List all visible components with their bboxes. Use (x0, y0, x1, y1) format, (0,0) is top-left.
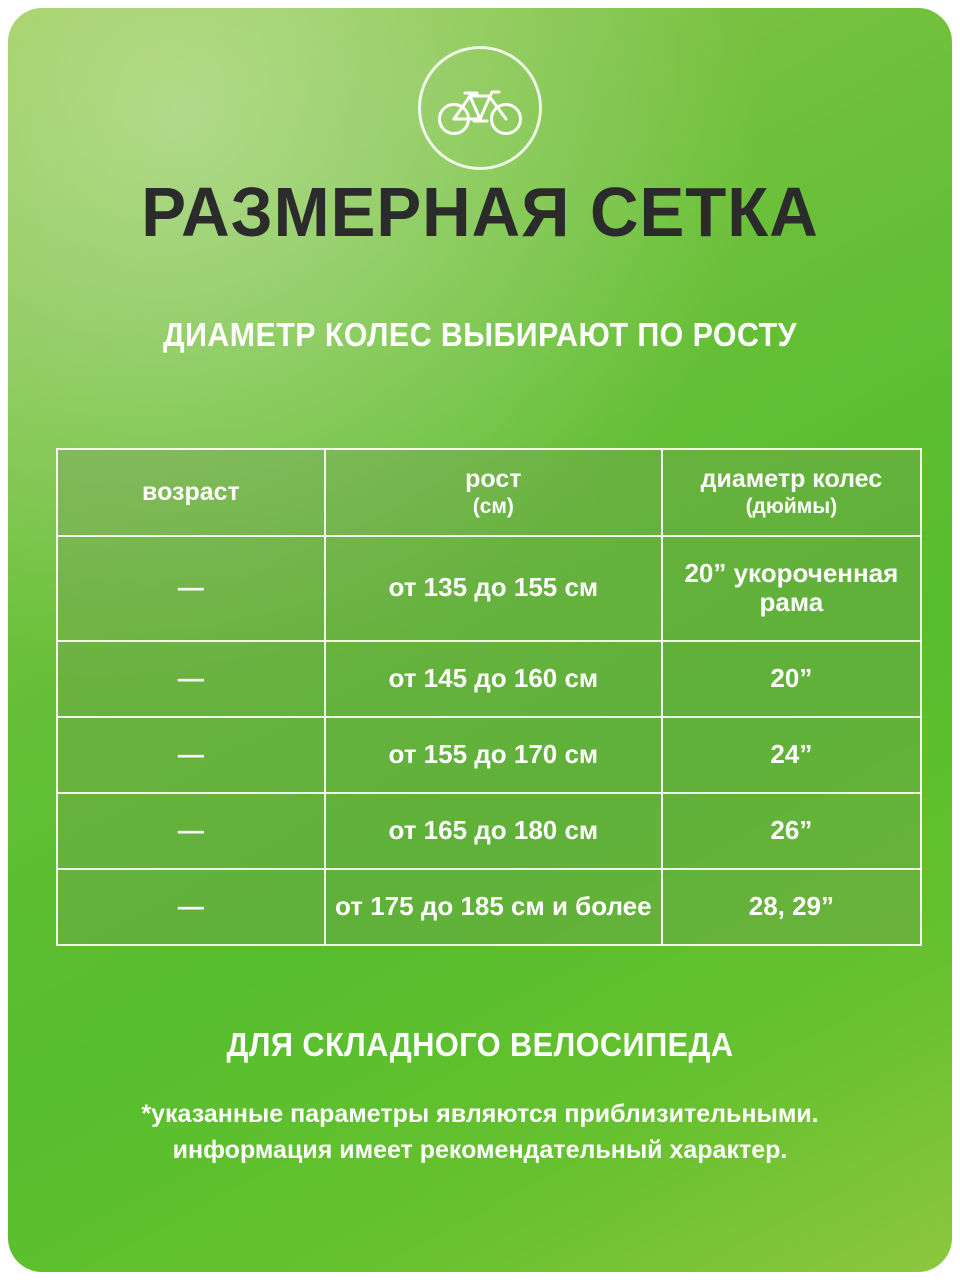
disclaimer-line-1: *указанные параметры являются приблизительными. (141, 1100, 819, 1128)
cell-height: от 175 до 185 см и более (325, 869, 662, 945)
page-title: РАЗМЕРНАЯ СЕТКА (141, 173, 819, 251)
table-row (57, 536, 921, 642)
bicycle-icon (437, 80, 523, 136)
cell-age: — (57, 717, 325, 793)
cell-age: — (57, 536, 325, 642)
table-header-row (57, 449, 921, 536)
cell-height: от 155 до 170 см (325, 717, 662, 793)
bicycle-badge (418, 46, 542, 170)
cell-wheel: 26” (662, 793, 921, 869)
cell-wheel: 20” (662, 641, 921, 717)
size-table (56, 448, 922, 946)
footer-title: ДЛЯ СКЛАДНОГО ВЕЛОСИПЕДА (226, 1026, 734, 1063)
cell-age: — (57, 641, 325, 717)
cell-height: от 135 до 155 см (325, 536, 662, 642)
table-row (57, 793, 921, 869)
table-header-age: возраст (57, 449, 325, 536)
cell-age: — (57, 869, 325, 945)
table-header-wheel: диаметр колес (дюймы) (662, 449, 921, 536)
size-chart-poster (8, 8, 952, 1272)
disclaimer-line-2: информация имеет рекомендательный характер. (172, 1136, 788, 1165)
disclaimer-note (8, 1096, 952, 1169)
cell-height: от 165 до 180 см (325, 793, 662, 869)
size-table-container (56, 448, 922, 946)
cell-height: от 145 до 160 см (325, 641, 662, 717)
page-subtitle: ДИАМЕТР КОЛЕС ВЫБИРАЮТ ПО РОСТУ (163, 316, 797, 353)
cell-wheel: 20” укороченная рама (662, 536, 921, 642)
cell-age: — (57, 793, 325, 869)
cell-wheel: 24” (662, 717, 921, 793)
table-row (57, 641, 921, 717)
cell-wheel: 28, 29” (662, 869, 921, 945)
table-header-height: рост (см) (325, 449, 662, 536)
table-row (57, 869, 921, 945)
table-row (57, 717, 921, 793)
